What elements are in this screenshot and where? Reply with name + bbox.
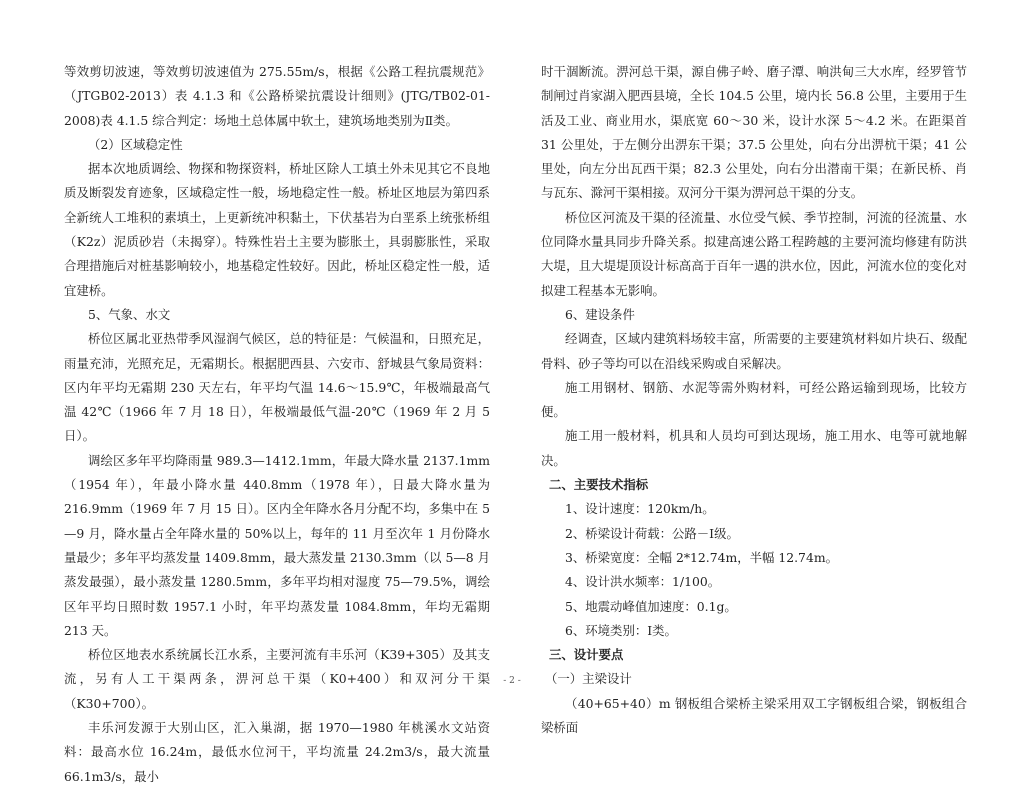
indicator-design-speed: 1、设计速度：120km/h。 <box>565 501 715 517</box>
heading-construction-conditions: 6、建设条件 <box>565 306 635 322</box>
heading-main-technical-indicators: 二、主要技术指标 <box>549 477 649 493</box>
right-column <box>541 60 967 740</box>
paragraph-fengle-river: 丰乐河发源于大别山区，汇入巢湖，据 1970—1980 年桃溪水文站资料：最高水位 16.24m，最低水位河干，平均流量 24.2m3/s，最大流量 66.1m3/s，最小 <box>64 720 490 784</box>
paragraph-main-beam: （40+65+40）m 钢板组合梁桥主梁采用双工字钢板组合梁，钢板组合梁桥面 <box>541 695 967 736</box>
paragraph-materials: 经调查，区域内建筑料场较丰富，所需要的主要建筑材料如片块石、级配骨料、砂子等均可以在沿线采购或自采解决。 <box>541 331 967 371</box>
paragraph-water-level: 桥位区河流及干渠的径流量、水位受气候、季节控制，河流的径流量、水位同降水量具同步升降关系。拟建高速公路工程跨越的主要河流均修建有防洪大堤，且大堤堤顶设计标高高于百年一遇的洪水位，因此，河流水位的变化对拟建工程基本无影响。 <box>541 209 967 298</box>
indicator-seismic-acceleration: 5、地震动峰值加速度：0.1g。 <box>565 598 737 614</box>
heading-main-beam-design: （一）主梁设计 <box>545 671 632 687</box>
heading-regional-stability: （2）区域稳定性 <box>88 136 183 152</box>
paragraph-water-system: 桥位区地表水系统属长江水系，主要河流有丰乐河（K39+305）及其支流，另有人工干渠两条，淠河总干渠（K0+400）和双河分干渠（K30+700）。 <box>64 647 490 711</box>
page-number: - 2 - <box>503 676 521 686</box>
indicator-design-load: 2、桥梁设计荷载：公路－Ⅰ级。 <box>565 525 739 541</box>
paragraph-shear-wave: 等效剪切波速，等效剪切波速值为 275.55m/s，根据《公路工程抗震规范》（JTGB02-2013）表 4.1.3 和《公路桥梁抗震设计细则》(JTG/TB02-01-2008)表 4.1.5 综合判定：场地土总体属中软土，建筑场地类别为Ⅱ类。 <box>64 64 490 128</box>
paragraph-steel-supply: 施工用钢材、钢筋、水泥等需外购材料，可经公路运输到现场，比较方便。 <box>541 379 967 420</box>
paragraph-site-access: 施工用一般材料，机具和人员均可到达现场，施工用水、电等可就地解决。 <box>541 428 967 468</box>
paragraph-pihe-canal: 时干涸断流。淠河总干渠，源自佛子岭、磨子潭、响洪甸三大水库，经罗管节制闸过肖家湖入肥西县境，全长 104.5 公里，境内长 56.8 公里，主要用于生活及工业、商业用水，渠底宽 60～30 米，设计水深 5～4.2 米。在距渠首 31 公里处，于左侧分出淠东干渠；37.5 公里处，向右分出淠杭干渠；41 公里处，向左分出瓦西干渠；82.3 公里处，向右分出潜南干渠；在新民桥、肖与瓦东、滁河干渠相接。双河分干渠为淠河总干渠的分支。 <box>541 64 967 201</box>
indicator-environment-class: 6、环境类别：Ⅰ类。 <box>565 622 677 638</box>
paragraph-regional-stability: 据本次地质调绘、物探和物探资料，桥址区除人工填土外未见其它不良地质及断裂发育迹象，区域稳定性一般，场地稳定性一般。桥址区地层为第四系全新统人工堆积的素填土，上更新统冲积黏土，下伏基岩为白垩系上统张桥组（K2z）泥质砂岩（未揭穿）。特殊性岩土主要为膨胀土，具弱膨胀性，采取合理措施后对桩基影响较小，地基稳定性较好。因此，桥址区稳定性一般，适宜建桥。 <box>64 161 490 298</box>
paragraph-precipitation: 调绘区多年平均降雨量 989.3—1412.1mm，年最大降水量 2137.1mm（1954 年），年最小降水量 440.8mm（1978 年），日最大降水量为 216.9mm（1969 年 7 月 15 日）。区内全年降水各月分配不均，多集中在 5—9 月，降水量占全年降水量的 50%以上，每年的 11 月至次年 1 月份降水量最少；多年平均蒸发量 1409.8mm，最大蒸发量 2130.3mm（以 5—8 月蒸发最强），最小蒸发量 1280.5mm，多年平均相对湿度 75—79.5%，调绘区年平均日照时数 1957.1 小时，年平均蒸发量 1084.8mm，年均无霜期 213 天。 <box>64 452 490 638</box>
indicator-bridge-width: 3、桥梁宽度：全幅 2*12.74m，半幅 12.74m。 <box>565 549 838 565</box>
heading-climate-hydrology: 5、气象、水文 <box>88 306 171 322</box>
paragraph-climate: 桥位区属北亚热带季风湿润气候区，总的特征是：气候温和，日照充足，雨量充沛，光照充足，无霜期长。根据肥西县、六安市、舒城县气象局资料：区内年平均无霜期 230 天左右，年平均气温 14.6～15.9℃，年极端最高气温 42℃（1966 年 7 月 18 日），年极端最低气温-20℃（1969 年 2 月 5 日）。 <box>64 331 490 444</box>
heading-design-points: 三、设计要点 <box>549 647 624 663</box>
indicator-flood-frequency: 4、设计洪水频率：1/100。 <box>565 574 721 590</box>
